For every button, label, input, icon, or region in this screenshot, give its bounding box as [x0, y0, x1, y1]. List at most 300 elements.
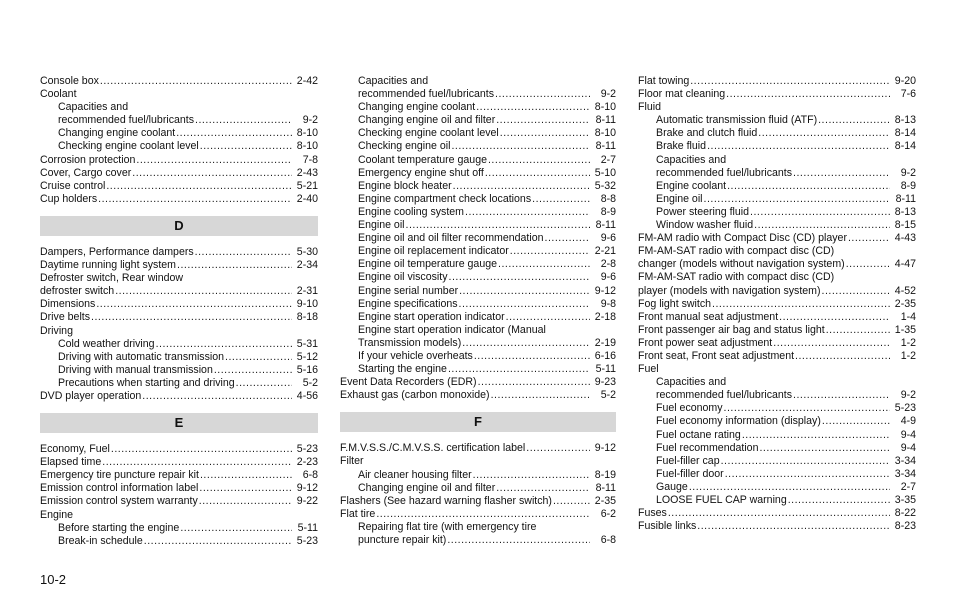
index-entry — [638, 494, 916, 507]
page-ref: 2-31 — [296, 285, 318, 298]
index-entry — [340, 167, 616, 180]
index-entry — [340, 376, 616, 389]
dot-leader — [496, 482, 590, 495]
entry-text: Precautions when starting and driving — [58, 376, 235, 389]
index-entry — [638, 324, 916, 337]
entry-text: defroster switch — [40, 285, 115, 298]
section-header-f: F — [340, 412, 616, 432]
index-heading — [638, 363, 916, 376]
dot-leader — [697, 520, 890, 533]
page-ref: 5-31 — [296, 337, 318, 350]
entry-text: Changing engine coolant — [58, 127, 176, 140]
entry-text: Engine start operation indicator (Manual — [358, 323, 546, 336]
index-entry — [40, 167, 318, 180]
index-entry — [40, 495, 318, 508]
index-entry — [340, 180, 616, 193]
dot-leader — [727, 180, 890, 193]
index-entry — [638, 193, 916, 206]
index-entry — [340, 258, 616, 271]
page-ref: 2-40 — [296, 192, 318, 205]
entry-text: Fog light switch — [638, 297, 712, 310]
page-ref: 8-11 — [595, 114, 616, 127]
page-ref: 8-11 — [895, 192, 916, 205]
dot-leader — [459, 298, 590, 311]
index-entry — [638, 127, 916, 140]
index-entry — [340, 193, 616, 206]
entry-text: Driving with automatic transmission — [58, 350, 225, 363]
dot-leader — [707, 140, 890, 153]
index-heading — [40, 272, 318, 285]
page-ref: 8-10 — [594, 101, 616, 114]
dot-leader — [750, 206, 890, 219]
dot-leader — [545, 232, 591, 245]
page-ref: 8-9 — [600, 205, 616, 218]
entry-text: If your vehicle overheats — [358, 349, 473, 362]
dot-leader — [721, 455, 890, 468]
page-ref: 3-34 — [894, 467, 916, 480]
index-entry — [40, 193, 318, 206]
dot-leader — [822, 415, 890, 428]
index-entry — [638, 206, 916, 219]
page-ref: 5-23 — [296, 534, 318, 547]
dot-leader — [115, 285, 292, 298]
index-entry — [638, 350, 916, 363]
entry-text: Fuel — [638, 363, 659, 376]
page-ref: 8-14 — [894, 127, 916, 140]
index-entry — [40, 364, 318, 377]
dot-leader — [532, 193, 590, 206]
page-ref: 2-21 — [594, 245, 616, 258]
index-entry — [40, 285, 318, 298]
entry-text: Driving with manual transmission — [58, 363, 213, 376]
dot-leader — [526, 442, 590, 455]
dot-leader — [100, 75, 292, 88]
index-entry — [638, 481, 916, 494]
dot-leader — [199, 495, 292, 508]
entry-text: Starting the engine — [358, 363, 447, 376]
page-ref: 9-2 — [900, 166, 916, 179]
dot-leader — [200, 469, 292, 482]
entry-text: Engine oil viscosity — [358, 271, 448, 284]
entry-text: Elapsed time — [40, 456, 102, 469]
index-entry — [340, 311, 616, 324]
page-ref: 9-2 — [900, 389, 916, 402]
dot-leader — [498, 258, 590, 271]
entry-text: Checking engine oil — [358, 140, 451, 153]
dot-leader — [793, 389, 890, 402]
dot-leader — [98, 193, 292, 206]
index-entry — [40, 390, 318, 403]
index-entry — [40, 482, 318, 495]
page-ref: 1-35 — [894, 323, 916, 336]
entry-text: Repairing flat tire (with emergency tire — [358, 520, 537, 533]
entry-text: Engine — [40, 508, 73, 521]
entry-text: Brake and clutch fluid — [656, 127, 758, 140]
page-ref: 8-22 — [894, 507, 916, 520]
dot-leader — [453, 180, 590, 193]
index-entry — [638, 402, 916, 415]
dot-leader — [225, 351, 292, 364]
dot-leader — [500, 127, 590, 140]
dot-leader — [485, 167, 590, 180]
page-ref: 9-4 — [900, 428, 916, 441]
entry-text: player (models with navigation system) — [638, 284, 821, 297]
page-ref: 8-23 — [894, 520, 916, 533]
page-ref: 9-2 — [600, 88, 616, 101]
entry-text: Power steering fluid — [656, 205, 750, 218]
dot-leader — [848, 232, 890, 245]
dot-leader — [136, 154, 292, 167]
page-ref: 4-52 — [894, 284, 916, 297]
dot-leader — [106, 180, 292, 193]
dot-leader — [142, 390, 292, 403]
dot-leader — [496, 114, 590, 127]
page-ref: 6-8 — [600, 534, 616, 546]
page-ref: 9-2 — [302, 114, 318, 127]
dot-leader — [200, 140, 292, 153]
dot-leader — [690, 75, 890, 88]
index-entry — [340, 140, 616, 153]
entry-text: Engine cooling system — [358, 205, 464, 218]
page-ref: 2-7 — [600, 153, 616, 166]
dot-leader — [712, 298, 890, 311]
entry-text: Capacities and — [656, 153, 727, 166]
dot-leader — [822, 285, 890, 298]
index-entry — [40, 259, 318, 272]
entry-text: recommended fuel/lubricants — [656, 166, 793, 179]
entry-text: puncture repair kit) — [358, 534, 447, 546]
dot-leader — [474, 350, 590, 363]
entry-text: Engine start operation indicator — [358, 310, 505, 323]
page-ref: 8-18 — [296, 311, 318, 324]
index-entry — [638, 389, 916, 402]
index-entry — [340, 285, 616, 298]
dot-leader — [779, 311, 890, 324]
entry-text: Flashers (See hazard warning flasher switch) — [340, 494, 552, 507]
entry-text: FM-AM-SAT radio with compact disc (CD) — [638, 271, 835, 284]
page-ref: 5-30 — [296, 245, 318, 258]
entry-text: Daytime running light system — [40, 259, 177, 272]
entry-text: Engine oil replacement indicator — [358, 245, 509, 258]
dot-leader — [689, 481, 890, 494]
page-ref: 1-2 — [900, 349, 916, 362]
index-entry — [340, 88, 616, 101]
entry-text: Cover, Cargo cover — [40, 166, 132, 179]
page-ref: 2-42 — [296, 75, 318, 87]
page-ref: 7-8 — [302, 153, 318, 166]
page-ref: 4-47 — [894, 258, 916, 271]
page-ref: 5-2 — [600, 389, 616, 402]
dot-leader — [96, 298, 292, 311]
page-ref: 8-13 — [894, 114, 916, 127]
page-ref: 9-6 — [600, 271, 616, 284]
dot-leader — [132, 167, 292, 180]
entry-text: Break-in schedule — [58, 534, 143, 547]
dot-leader — [742, 429, 890, 442]
page-ref: 8-19 — [594, 468, 616, 481]
entry-text: Driving — [40, 324, 73, 337]
index-entry — [340, 442, 616, 455]
page-ref: 2-43 — [296, 166, 318, 179]
entry-text: Automatic transmission fluid (ATF) — [656, 114, 818, 127]
page-ref: 6-8 — [302, 469, 318, 482]
entry-text: Engine oil — [656, 192, 703, 205]
dot-leader — [846, 258, 890, 271]
index-entry — [40, 127, 318, 140]
entry-text: Capacities and — [656, 376, 727, 389]
index-entry — [638, 167, 916, 180]
page-ref: 2-35 — [594, 494, 616, 507]
entry-text: Emergency tire puncture repair kit — [40, 469, 199, 482]
dot-leader — [793, 167, 890, 180]
page-ref: 9-6 — [600, 232, 616, 245]
index-entry — [638, 442, 916, 455]
entry-text: recommended fuel/lubricants — [656, 389, 793, 402]
index-entry — [340, 298, 616, 311]
page-ref: 5-21 — [296, 179, 318, 192]
page-ref: 8-10 — [296, 127, 318, 140]
entry-text: LOOSE FUEL CAP warning — [656, 494, 787, 506]
index-entry — [638, 507, 916, 520]
index-entry — [340, 350, 616, 363]
page-ref: 2-23 — [296, 456, 318, 469]
page-ref: 5-23 — [894, 402, 916, 415]
page-ref: 1-4 — [900, 310, 916, 323]
index-entry — [340, 363, 616, 376]
index-entry — [340, 245, 616, 258]
dot-leader — [495, 88, 590, 101]
index-heading — [638, 376, 916, 389]
page-ref: 9-4 — [900, 441, 916, 454]
index-entry — [340, 534, 616, 547]
entry-text: Engine oil temperature gauge — [358, 258, 497, 271]
index-entry — [340, 482, 616, 495]
index-entry — [638, 258, 916, 271]
dot-leader — [451, 140, 590, 153]
entry-text: Emission control system warranty — [40, 495, 198, 508]
dot-leader — [91, 311, 292, 324]
dot-leader — [111, 443, 292, 456]
entry-text: Fluid — [638, 101, 661, 114]
entry-text: Fuel recommendation — [656, 441, 759, 454]
page-ref: 4-43 — [894, 232, 916, 245]
page-ref: 6-2 — [600, 507, 616, 520]
dot-leader — [759, 442, 890, 455]
entry-text: Defroster switch, Rear window — [40, 272, 184, 285]
index-heading — [340, 75, 616, 88]
dot-leader — [795, 350, 890, 363]
dot-leader — [195, 114, 292, 127]
index-entry — [638, 219, 916, 232]
index-entry — [40, 377, 318, 390]
entry-text: Fuel-filler door — [656, 467, 724, 480]
index-heading — [340, 521, 616, 534]
page-ref: 2-7 — [900, 480, 916, 493]
entry-text: Fuel-filler cap — [656, 454, 720, 467]
page-ref: 6-16 — [594, 349, 616, 362]
page-ref: 7-6 — [900, 88, 916, 101]
index-entry — [340, 206, 616, 219]
index-column-2 — [340, 75, 616, 547]
page-ref: 9-12 — [296, 482, 318, 495]
page-ref: 2-35 — [894, 297, 916, 310]
page-ref: 8-11 — [595, 219, 616, 232]
index-heading — [340, 324, 616, 337]
entry-text: Engine specifications — [358, 297, 458, 310]
index-entry — [40, 140, 318, 153]
index-entry — [340, 154, 616, 167]
entry-text: Brake fluid — [656, 140, 707, 153]
dot-leader — [449, 271, 591, 284]
page-ref: 9-23 — [594, 376, 616, 389]
entry-text: Corrosion protection — [40, 153, 136, 166]
index-entry — [340, 232, 616, 245]
entry-text: Exhaust gas (carbon monoxide) — [340, 389, 490, 402]
index-column-1 — [40, 75, 318, 548]
index-entry — [638, 88, 916, 101]
entry-text: Flat tire — [340, 507, 376, 520]
index-entry — [638, 298, 916, 311]
entry-text: Dampers, Performance dampers — [40, 245, 194, 258]
index-entry — [638, 455, 916, 468]
page-ref: 9-20 — [894, 75, 916, 87]
dot-leader — [448, 363, 590, 376]
entry-text: Engine serial number — [358, 284, 459, 297]
page-ref: 3-34 — [894, 454, 916, 467]
index-entry — [340, 271, 616, 284]
index-entry — [638, 285, 916, 298]
page-ref: 9-22 — [296, 495, 318, 508]
page-ref: 1-2 — [900, 336, 916, 349]
page-ref: 5-23 — [296, 443, 318, 456]
dot-leader — [177, 259, 292, 272]
index-heading — [40, 325, 318, 338]
entry-text: Coolant temperature gauge — [358, 153, 487, 166]
entry-text: F.M.V.S.S./C.M.V.S.S. certification label — [340, 442, 526, 455]
dot-leader — [195, 246, 292, 259]
page-ref: 5-12 — [296, 350, 318, 363]
index-heading — [40, 509, 318, 522]
page-ref: 5-16 — [296, 363, 318, 376]
entry-text: Economy, Fuel — [40, 443, 110, 456]
entry-text: FM-AM-SAT radio with compact disc (CD) — [638, 245, 835, 258]
page-ref: 8-13 — [894, 205, 916, 218]
index-entry — [638, 232, 916, 245]
index-entry — [40, 535, 318, 548]
page-ref: 9-8 — [600, 297, 616, 310]
entry-text: Engine block heater — [358, 179, 452, 192]
entry-text: Checking engine coolant level — [358, 127, 499, 140]
dot-leader — [447, 534, 590, 547]
index-entry — [638, 311, 916, 324]
entry-text: Engine oil and oil filter recommendation — [358, 232, 544, 245]
index-entry — [638, 180, 916, 193]
page-ref: 2-34 — [296, 259, 318, 272]
index-entry — [638, 337, 916, 350]
entry-text: Gauge — [656, 480, 688, 493]
index-entry — [638, 140, 916, 153]
entry-text: Window washer fluid — [656, 219, 754, 232]
dot-leader — [704, 193, 890, 206]
page-ref: 8-11 — [595, 481, 616, 494]
dot-leader — [465, 206, 590, 219]
dot-leader — [725, 468, 890, 481]
page-ref: 5-32 — [594, 179, 616, 192]
index-heading — [638, 271, 916, 284]
dot-leader — [199, 482, 292, 495]
dot-leader — [726, 88, 890, 101]
index-entry — [40, 456, 318, 469]
page-ref: 3-35 — [894, 494, 916, 506]
index-entry — [40, 338, 318, 351]
dot-leader — [773, 337, 890, 350]
index-entry — [340, 389, 616, 402]
index-entry — [40, 522, 318, 535]
entry-text: Floor mat cleaning — [638, 88, 726, 101]
entry-text: Front seat, Front seat adjustment — [638, 349, 795, 362]
entry-text: Emission control information label — [40, 482, 199, 495]
index-entry — [340, 469, 616, 482]
page-ref: 5-11 — [595, 363, 616, 376]
index-entry — [340, 219, 616, 232]
index-entry — [40, 311, 318, 324]
index-entry — [638, 415, 916, 428]
dot-leader — [473, 469, 590, 482]
entry-text: Cold weather driving — [58, 337, 155, 350]
entry-text: Cruise control — [40, 179, 106, 192]
index-entry — [340, 508, 616, 521]
dot-leader — [510, 245, 590, 258]
entry-text: Filter — [340, 455, 364, 468]
index-entry — [638, 468, 916, 481]
page-ref: 5-2 — [302, 376, 318, 389]
entry-text: Engine coolant — [656, 179, 727, 192]
index-entry — [340, 114, 616, 127]
page-ref: 5-11 — [297, 521, 318, 534]
index-heading — [40, 88, 318, 101]
dot-leader — [758, 127, 890, 140]
index-entry — [340, 495, 616, 508]
page-ref: 9-10 — [296, 298, 318, 311]
entry-text: Dimensions — [40, 298, 96, 311]
page-ref: 8-11 — [595, 140, 616, 153]
index-heading — [638, 154, 916, 167]
page-ref: 8-9 — [900, 179, 916, 192]
entry-text: Fuel economy information (display) — [656, 415, 821, 428]
dot-leader — [406, 219, 590, 232]
entry-text: Changing engine oil and filter — [358, 114, 496, 127]
page-ref: 9-12 — [594, 284, 616, 297]
dot-leader — [488, 154, 590, 167]
page-ref: 2-18 — [594, 310, 616, 323]
dot-leader — [214, 364, 292, 377]
entry-text: FM-AM radio with Compact Disc (CD) player — [638, 232, 847, 245]
page-ref: 5-10 — [594, 166, 616, 179]
index-entry — [40, 114, 318, 127]
entry-text: Event Data Recorders (EDR) — [340, 376, 477, 389]
entry-text: changer (models without navigation system) — [638, 258, 845, 271]
index-entry — [340, 101, 616, 114]
entry-text: Capacities and — [358, 75, 429, 87]
page-number: 10-2 — [40, 572, 67, 587]
dot-leader — [826, 324, 890, 337]
index-entry — [40, 75, 318, 88]
entry-text: Fuel economy — [656, 402, 723, 415]
index-entry — [638, 429, 916, 442]
entry-text: DVD player operation — [40, 389, 142, 402]
dot-leader — [478, 376, 590, 389]
page-ref: 2-8 — [600, 258, 616, 271]
